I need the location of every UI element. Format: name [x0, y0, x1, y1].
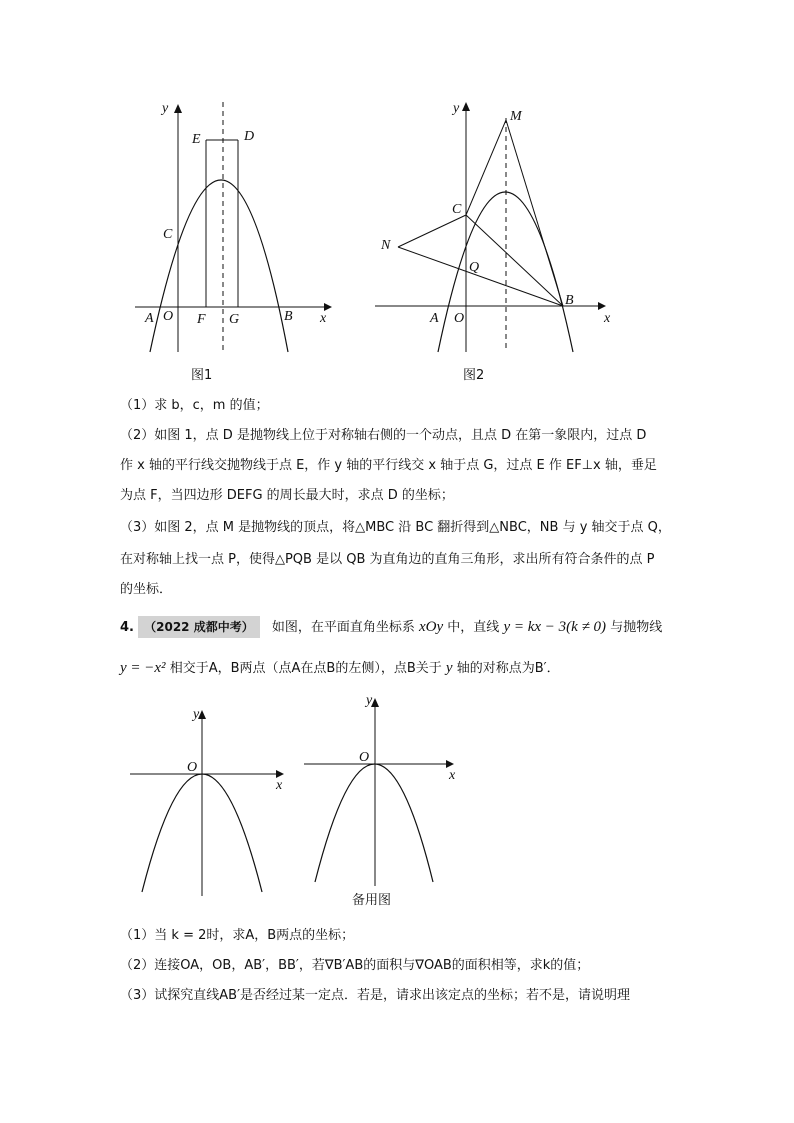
- label-x: x: [320, 311, 327, 326]
- x-axis-arrow-icon: [598, 302, 606, 310]
- problem4-intro-line1: [120, 616, 720, 638]
- source-badge: （2022 成都中考）: [138, 616, 260, 638]
- label-y: y: [162, 101, 169, 116]
- label-e: E: [192, 132, 201, 147]
- label-c: C: [163, 227, 173, 242]
- problem3-part3-line3: 的坐标．: [120, 582, 173, 597]
- x-axis-arrow-icon: [446, 760, 454, 768]
- problem4-q3: （3）试探究直线AB′是否经过某一定点．若是，请求出该定点的坐标；若不是，请说明理: [120, 988, 631, 1003]
- segment-nc: [398, 215, 466, 247]
- parabola-curve: [150, 180, 288, 352]
- intro-c: 与抛物线: [610, 620, 663, 635]
- intro-e: 轴的对称点为B′．: [456, 661, 560, 676]
- figure-1-caption: 图1: [191, 368, 213, 383]
- label-b: B: [284, 309, 293, 324]
- label-o: O: [454, 311, 465, 326]
- segment-nb: [398, 247, 563, 306]
- problem3-part2-line1: （2）如图 1，点 D 是抛物线上位于对称轴右侧的一个动点，且点 D 在第一象限内，过点 D: [120, 428, 647, 443]
- x-axis-arrow-icon: [276, 770, 284, 778]
- label-m: M: [510, 109, 522, 124]
- segment-cb: [466, 215, 563, 306]
- spare-figure: [300, 690, 470, 910]
- label-y: y: [366, 693, 373, 708]
- parabola-curve: [315, 764, 433, 882]
- intro-a: 如图，在平面直角坐标系: [271, 620, 415, 635]
- label-g: G: [229, 312, 240, 327]
- segment-mc: [466, 120, 506, 215]
- problem4-q2: （2）连接OA，OB，AB′，BB′，若∇B′AB的面积与∇OAB的面积相等，求k的值；: [120, 958, 590, 973]
- problem3-part3-line1: （3）如图 2，点 M 是抛物线的顶点，将△MBC 沿 BC 翻折得到△NBC，NB 与 y 轴交于点 Q，: [120, 520, 671, 535]
- label-o: O: [163, 309, 174, 324]
- label-o: O: [187, 760, 198, 775]
- label-c: C: [452, 202, 462, 217]
- problem3-part3-line2: 在对称轴上找一点 P，使得△PQB 是以 QB 为直角边的直角三角形，求出所有符合条件的点 P: [120, 552, 655, 567]
- spare-figure-caption: 备用图: [352, 893, 392, 908]
- label-f: F: [197, 312, 206, 327]
- label-d: D: [244, 129, 255, 144]
- problem4-figure: [125, 700, 295, 900]
- label-x: x: [604, 311, 611, 326]
- intro-b: 中，直线: [447, 620, 500, 635]
- label-q: Q: [469, 260, 480, 275]
- y-symbol: y: [445, 660, 453, 676]
- label-n: N: [381, 238, 391, 253]
- figure-2-caption: 图2: [463, 368, 485, 383]
- label-b: B: [565, 293, 574, 308]
- y-axis-arrow-icon: [174, 104, 182, 113]
- problem4-intro-line2: [120, 658, 720, 679]
- label-o: O: [359, 750, 370, 765]
- figure-1: [120, 90, 350, 390]
- label-y: y: [193, 707, 200, 722]
- problem3-part2-line3: 为点 F，当四边形 DEFG 的周长最大时，求点 D 的坐标；: [120, 488, 454, 503]
- label-y: y: [453, 101, 460, 116]
- label-x: x: [276, 778, 283, 793]
- label-x: x: [449, 768, 456, 783]
- segment-mb: [506, 120, 563, 306]
- intro-d: 相交于A，B两点（点A在点B的左侧），点B关于: [169, 661, 442, 676]
- parabola-equation: y = −x²: [120, 660, 166, 676]
- y-axis-arrow-icon: [462, 102, 470, 111]
- x-axis-arrow-icon: [324, 303, 332, 311]
- line-equation: y = kx − 3(k ≠ 0): [503, 619, 607, 635]
- problem4-q1: （1）当 k = 2时，求A，B两点的坐标；: [120, 928, 355, 943]
- label-a: A: [430, 311, 439, 326]
- problem-number: 4.: [120, 620, 134, 635]
- figure-2: [370, 90, 620, 390]
- problem3-part2-line2: 作 x 轴的平行线交抛物线于点 E，作 y 轴的平行线交 x 轴于点 G，过点 E 作 EF⊥x 轴，垂足: [120, 458, 657, 473]
- coord-system: xOy: [419, 619, 444, 635]
- label-a: A: [145, 311, 154, 326]
- problem3-part1: （1）求 b，c，m 的值；: [120, 398, 269, 413]
